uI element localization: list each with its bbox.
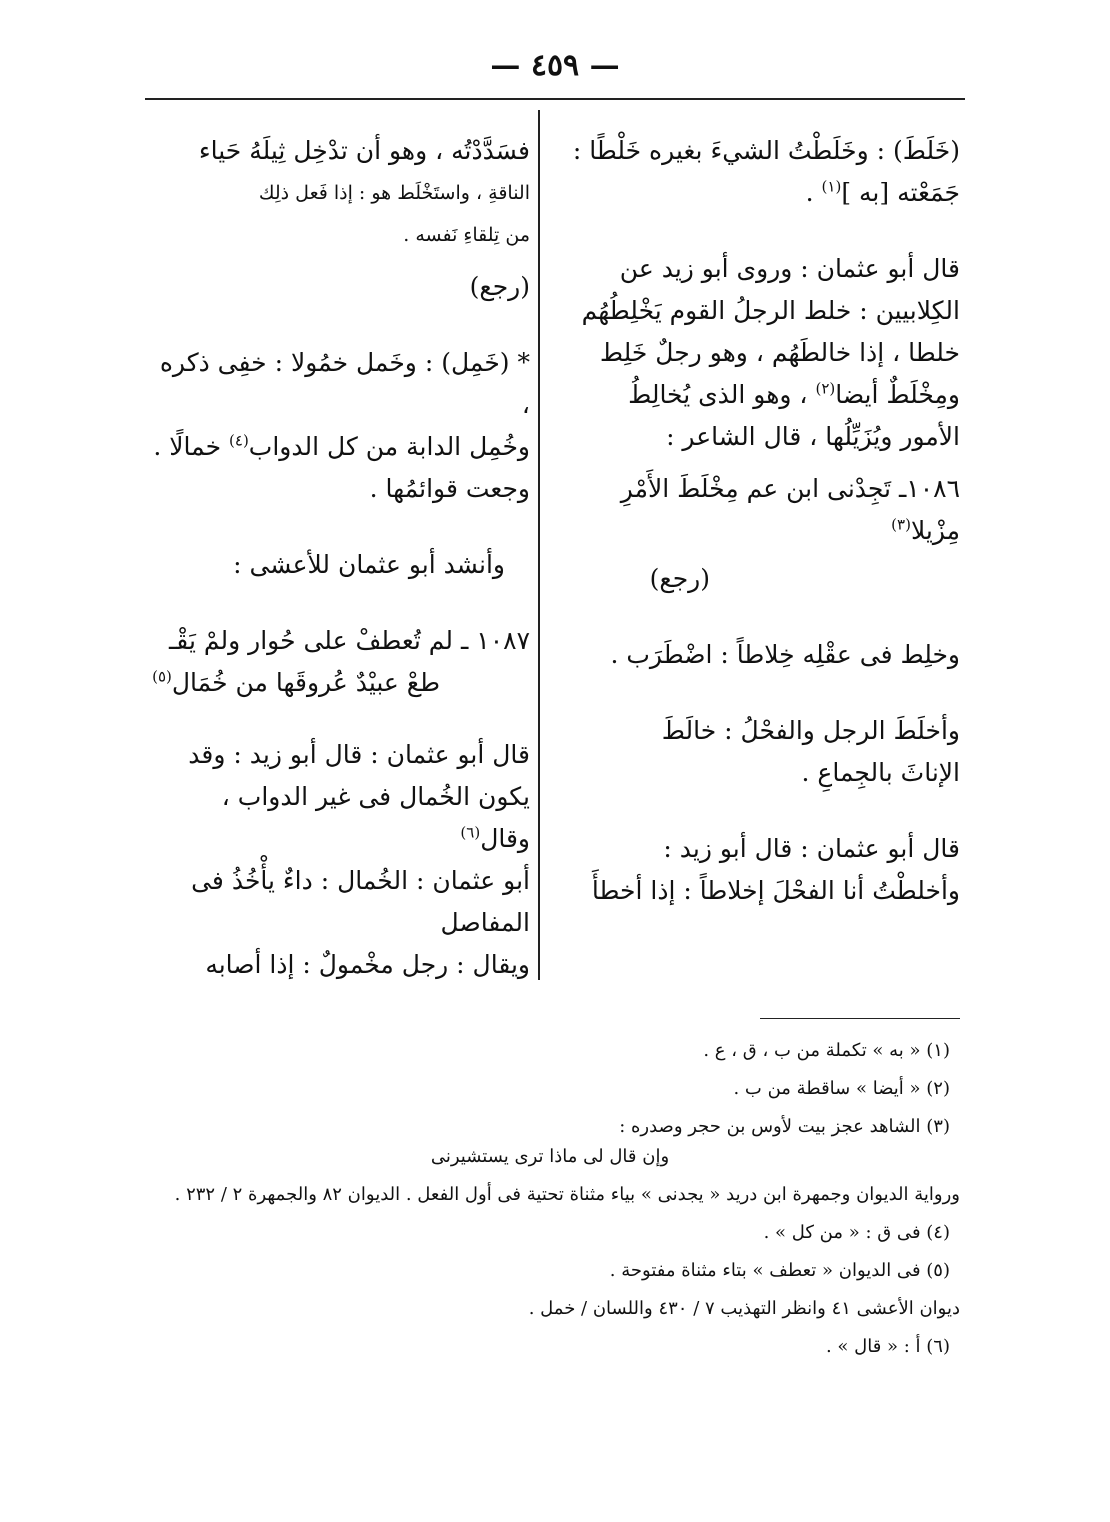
text-span: جَمَعْته [به ] (841, 178, 960, 207)
paragraph (145, 130, 530, 256)
text-line: وأخلطْتُ أنا الفحْلَ إخلاطاً : إذا أخطأَ (591, 876, 960, 905)
text-line: (خَلَطَ) : وخَلَطْتُ الشيءَ بغيره خَلْطًا : (572, 136, 960, 165)
ruju-tag: (رجع) (469, 272, 530, 301)
text-span: ومِخْلَطٌ أيضا (835, 380, 960, 409)
footnote-6: (٦) أ : « قال » . (825, 1336, 950, 1357)
paragraph: وأنشد أبو عثمان للأعشى : (233, 550, 505, 579)
paragraph (145, 734, 530, 986)
text-line: الإناثَ بالجِماعِ . (801, 758, 960, 787)
verse-line (145, 662, 530, 704)
right-column (565, 130, 960, 922)
column-divider (538, 110, 540, 980)
text-line: ويقال : رجل مخْمولٌ : إذا أصابه (205, 950, 530, 979)
footnote-3-note: ورواية الديوان وجمهرة ابن دريد « يجدنى » بياء مثناة تحتية فى أول الفعل . الديوان ٨٢ والجمهرة ٢ / ٢٣٢ . (174, 1184, 960, 1205)
paragraph: وخلِط فى عقْلِه خِلاطاً : اضْطَرَب . (610, 640, 960, 669)
text-line: وأخلَطَ الرجل والفحْلُ : خالَطَ (661, 716, 960, 745)
left-column (145, 130, 530, 996)
footnote-5: (٥) فى الديوان « تعطف » بتاء مثناة مفتوحة . (609, 1260, 950, 1281)
footnote-3-verse: وإن قال لى ماذا ترى يستشيرنى (430, 1146, 670, 1167)
text-span: خمالًا . (153, 432, 222, 461)
text-line: الأمور ويُزَيِّلُها ، قال الشاعر : (666, 422, 960, 451)
text-line: أبو عثمان : الخُمال : داءٌ يأْخُذُ فى المفاصل (191, 866, 530, 937)
text-line: قال أبو عثمان : قال أبو زيد : وقد (188, 740, 530, 769)
entry-khamila (145, 342, 530, 510)
verse-text: طعْ عبيْدٌ عُروقَها من خُمَال (171, 668, 440, 697)
ruju-tag: (رجع) (649, 564, 710, 593)
verse-line: ١٠٨٧ ـ لم تُعطفْ على حُوار ولمْ يَقْـ (168, 626, 530, 655)
text-line (565, 172, 960, 214)
text-line (145, 776, 530, 860)
footnote-5-note: ديوان الأعشى ٤١ وانظر التهذيب ٧ / ٤٣٠ واللسان / خمل . (528, 1298, 960, 1319)
paragraph (565, 710, 960, 794)
entry-khalata (565, 130, 960, 214)
paragraph (565, 248, 960, 458)
footnote-ref: (٦) (460, 823, 481, 842)
text-span: يكون الخُمال فى غير الدواب ، وقال (221, 782, 530, 853)
footnote-1: (١) « به » تكملة من ب ، ق ، ع . (703, 1040, 950, 1061)
text-line: من تِلقاءِ نَفسه . (403, 224, 530, 246)
text-line: * (خَمِل) : وخَمل خمُولا : خفِى ذكره ، (159, 348, 530, 419)
footnote-2: (٢) « أيضا » ساقطة من ب . (733, 1078, 950, 1099)
footnote-ref: (١) (821, 177, 842, 196)
text-line: قال أبو عثمان : وروى أبو زيد عن (619, 254, 960, 283)
footnote-ref: (٣) (891, 515, 911, 534)
verse-1086 (565, 468, 960, 552)
text-line: فسَدَّدْتُه ، وهو أن تدْخِل ثِيلَهُ حَياء (198, 136, 530, 165)
text-line: قال أبو عثمان : قال أبو زيد : (663, 834, 960, 863)
footnote-4: (٤) فى ق : « من كل » . (763, 1222, 950, 1243)
footnote-rule (760, 1018, 960, 1019)
text-line (145, 426, 530, 468)
verse-text: ١٠٨٦ـ تَجِدْنى ابن عم مِخْلَطَ الأَمْرِ مِزْيلا (620, 474, 960, 545)
footnotes (140, 1032, 960, 1366)
verse-1087 (145, 620, 530, 704)
text-span: ، وهو الذى يُخالِطُ (628, 380, 808, 409)
paragraph (565, 828, 960, 912)
text-span: وخُمِل الدابة من كل الدواب (248, 432, 530, 461)
page-number: — ٤٥٩ — (490, 48, 620, 83)
footnote-3: (٣) الشاهد عجز بيت لأوس بن حجر وصدره : (619, 1116, 950, 1137)
text-line: الكِلابيين : خلط الرجلُ القوم يَخْلِطُهُم (581, 296, 960, 325)
text-line: الناقةِ ، واستَخْلَط هو : إذا فَعل ذلِك (258, 182, 530, 204)
text-line: خلطا ، إذا خالطَهُم ، وهو رجلٌ خَلِط (599, 338, 960, 367)
text-line: وجعت قوائمُها . (369, 474, 530, 503)
text-span: . (805, 178, 814, 207)
footnote-ref: (٤) (229, 431, 249, 450)
text-line (565, 374, 960, 416)
header-rule (145, 98, 965, 100)
footnote-ref: (٥) (152, 667, 172, 686)
footnote-ref: (٢) (815, 379, 836, 398)
